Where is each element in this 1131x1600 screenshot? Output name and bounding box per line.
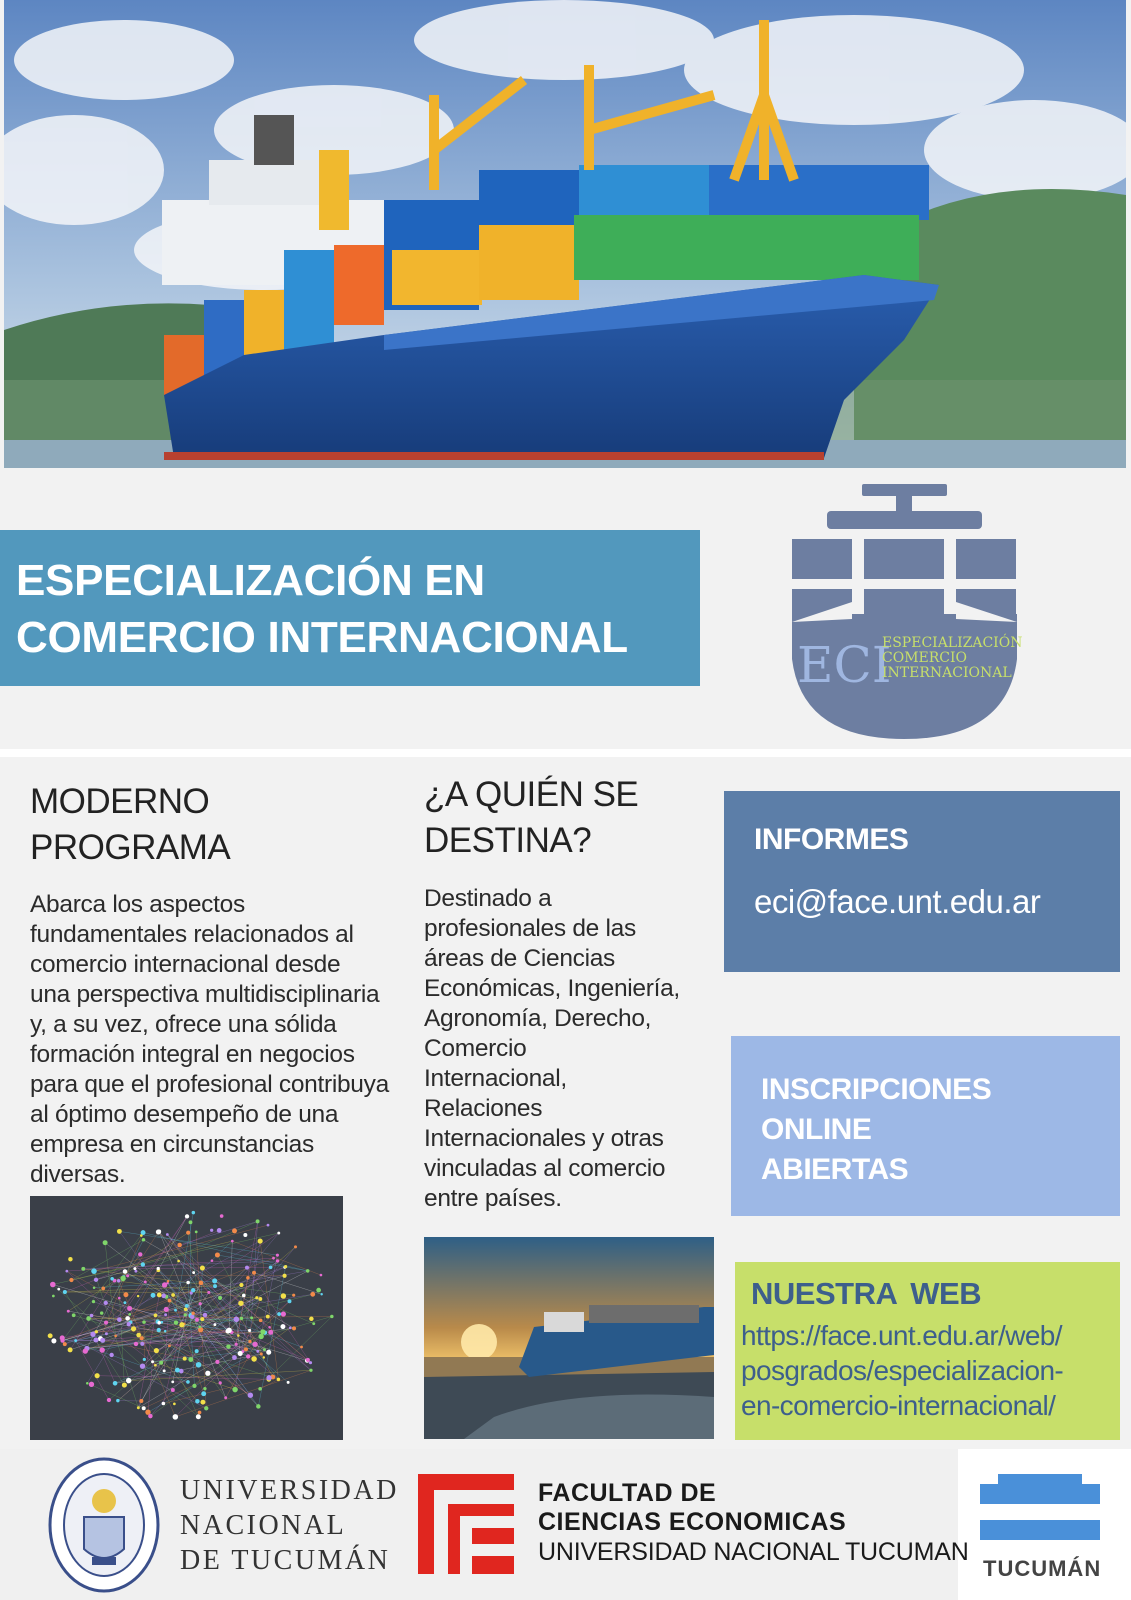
hero-ship-photo <box>4 0 1126 468</box>
face-logo <box>418 1474 514 1574</box>
face-title: FACULTAD DE CIENCIAS ECONOMICAS <box>538 1479 847 1536</box>
inscripciones-box <box>731 1036 1120 1216</box>
web-box <box>735 1262 1120 1440</box>
destino-body: Destinado a profesionales de las áreas de Ciencias Económicas, Ingeniería, Agronomía, Derecho, Comercio Internacional, Relaciones Internacionales y otras vinculadas al comercio entre países. <box>424 885 680 1212</box>
programa-body: Abarca los aspectos fundamentales relacionados al comercio internacional desde una perspectiva multidisciplinaria y, a su vez, ofrece una sólida formación integral en negocios para que el profesional contribuya al óptimo desempeño de una empresa en circunstancias diversas. <box>30 891 389 1188</box>
destino-heading: ¿A QUIÉN SE DESTINA? <box>424 775 639 860</box>
title-band <box>0 530 700 686</box>
tucuman-flag-logo <box>980 1474 1100 1540</box>
informes-label: INFORMES <box>754 823 909 856</box>
network-graph-image <box>30 1196 343 1440</box>
sunset-ship-photo <box>424 1237 714 1439</box>
programa-heading: MODERNO PROGRAMA <box>30 782 231 867</box>
inscripciones-label: INSCRIPCIONES ONLINE ABIERTAS <box>761 1073 992 1186</box>
face-subtitle: UNIVERSIDAD NACIONAL TUCUMAN <box>538 1538 969 1566</box>
unt-name: UNIVERSIDAD NACIONAL DE TUCUMÁN <box>180 1475 399 1576</box>
page-title: ESPECIALIZACIÓN EN COMERCIO INTERNACIONAL <box>16 556 628 662</box>
tucuman-label: TUCUMÁN <box>983 1556 1102 1581</box>
informes-email-link[interactable]: eci@face.unt.edu.ar <box>754 883 1041 920</box>
eci-acronym: ECI <box>797 636 892 694</box>
web-url-link[interactable]: https://face.unt.edu.ar/web/ posgrados/especializacion- en-comercio-internacional/ <box>741 1320 1064 1421</box>
unt-seal-logo <box>48 1457 160 1593</box>
informes-box <box>724 791 1120 972</box>
eci-line3: INTERNACIONAL <box>882 665 1012 681</box>
eci-line1: ESPECIALIZACIÓN <box>882 635 1023 651</box>
section-divider <box>0 749 1131 757</box>
eci-logo <box>792 484 1037 739</box>
face-name <box>538 1479 969 1568</box>
web-label: NUESTRA WEB <box>751 1276 982 1311</box>
eci-line2: COMERCIO <box>882 650 968 666</box>
footer <box>0 1449 1131 1600</box>
